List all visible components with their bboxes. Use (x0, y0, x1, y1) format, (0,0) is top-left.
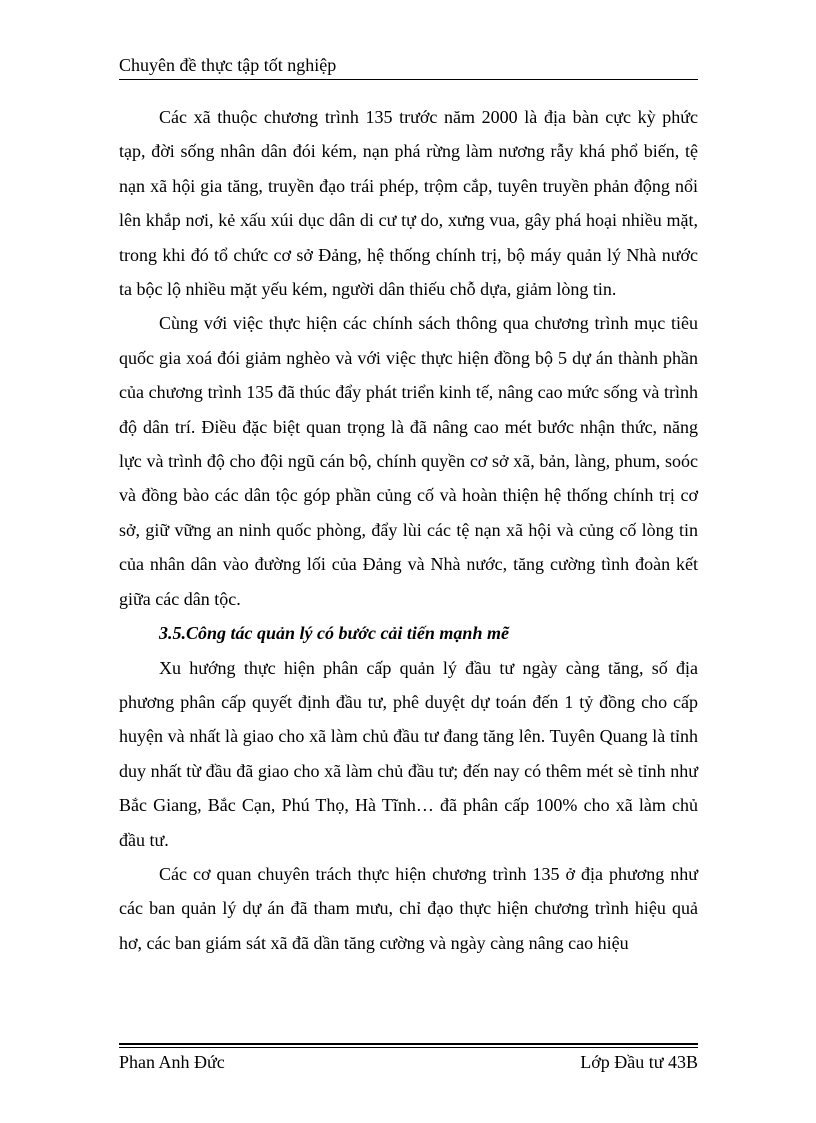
paragraph-local-agencies: Các cơ quan chuyên trách thực hiện chương trình 135 ở địa phương như các ban quản lý dự án đã tham mưu, chỉ đạo thực hiện chương trình hiệu quả hơ, các ban giám sát xã đã dần tăng cường và ngày càng nâng cao hiệu (119, 863, 698, 953)
paragraph-program-results: Cùng với việc thực hiện các chính sách thông qua chương trình mục tiêu quốc gia xoá đói giảm nghèo và với việc thực hiện đồng bộ 5 dự án thành phần của chương trình 135 đã thúc đẩy phát triển kinh tế, nâng cao mức sống và trình độ dân trí. Điều đặc biệt quan trọng là đã nâng cao mét bước nhận thức, năng lực và trình độ cho đội ngũ cán bộ, chính quyền cơ sở xã, bản, làng, phum, soóc và đồng bào các dân tộc góp phần củng cố và hoàn thiện hệ thống chính trị cơ sở, giữ vững an ninh quốc phòng, đẩy lùi các tệ nạn xã hội và củng cố lòng tin của nhân dân vào đường lối của Đảng và Nhà nước, tăng cường tình đoàn kết giữa các dân tộc. (119, 313, 698, 609)
footer-divider-thin (119, 1047, 698, 1048)
paragraph-investment-decentralization: Xu hướng thực hiện phân cấp quản lý đầu tư ngày càng tăng, số địa phương phân cấp quyết định đầu tư, phê duyệt dự toán đến 1 tỷ đồng cho cấp huyện và nhất là giao cho xã làm chủ đầu tư đang tăng lên. Tuyên Quang là tỉnh duy nhất từ đầu đã giao cho xã làm chủ đầu tư; đến nay có thêm mét sè tỉnh như Bắc Giang, Bắc Cạn, Phú Thọ, Hà Tĩnh… đã phân cấp 100% cho xã làm chủ đầu tư. (119, 657, 698, 850)
footer-divider-thick (119, 1043, 698, 1045)
footer-class-name: Lớp Đầu tư 43B (580, 1052, 698, 1072)
document-body (119, 100, 698, 960)
footer-author: Phan Anh Đức (119, 1052, 225, 1072)
paragraph-135-history: Các xã thuộc chương trình 135 trước năm 2000 là địa bàn cực kỳ phức tạp, đời sống nhân dân đói kém, nạn phá rừng làm nương rẫy khá phổ biến, tệ nạn xã hội gia tăng, truyền đạo trái phép, trộm cắp, tuyên truyền phản động nổi lên khắp nơi, kẻ xấu xúi dục dân di cư tự do, xưng vua, gây phá hoại nhiều mặt, trong khi đó tổ chức cơ sở Đảng, hệ thống chính trị, bộ máy quản lý Nhà nước ta bộc lộ nhiều mặt yếu kém, người dân thiếu chỗ dựa, giảm lòng tin. (119, 107, 698, 300)
page-header-title: Chuyên đề thực tập tốt nghiệp (119, 55, 337, 75)
section-heading-3-5: 3.5.Công tác quản lý có bước cải tiến mạnh mẽ (159, 623, 509, 644)
header-divider (119, 79, 698, 80)
